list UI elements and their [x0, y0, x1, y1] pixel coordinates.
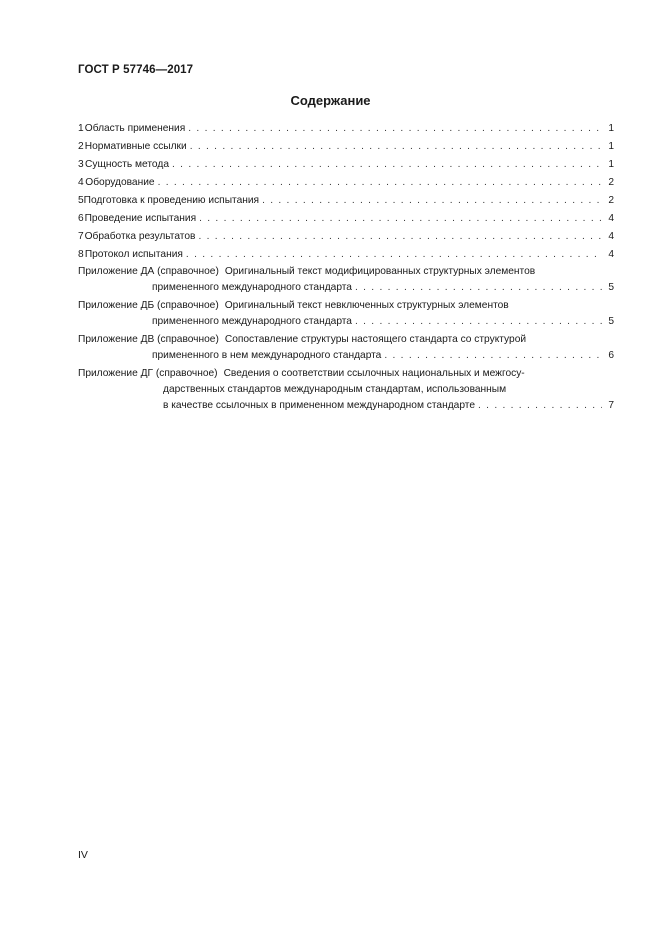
appendix-title-line: Оригинальный текст модифицированных структурных элементов: [224, 266, 536, 277]
appendix-title-line: в качестве ссылочных в примененном международном стандарте: [163, 400, 475, 411]
appendix-title-line: Сведения о соответствии ссылочных национальных и межгосу-: [223, 368, 525, 379]
appendix-name: Приложение ДГ (справочное): [78, 368, 218, 379]
toc-item-number: 5: [78, 195, 84, 206]
toc-item-page: 4: [608, 249, 614, 260]
appendix-page: 5: [608, 316, 614, 327]
toc-item-page: 1: [608, 141, 614, 152]
toc-item-page: 4: [608, 231, 614, 242]
toc-item-label: Область применения: [84, 123, 186, 134]
toc-item-number: 1: [78, 123, 84, 134]
toc-item-number: 8: [78, 249, 84, 260]
leader-dots: [188, 120, 602, 138]
appendix-page: 6: [608, 350, 614, 361]
toc-title: Содержание: [290, 93, 371, 108]
leader-dots: [478, 398, 602, 414]
appendix-title-line: примененного в нем международного стандарта: [152, 350, 382, 361]
appendix-title-line: Сопоставление структуры настоящего стандарта со структурой: [224, 334, 527, 345]
toc-appendix[interactable]: [78, 332, 614, 364]
toc-item[interactable]: [78, 120, 614, 138]
leader-dots: [158, 174, 602, 192]
table-of-contents: [78, 120, 614, 414]
toc-item-page: 1: [608, 159, 614, 170]
toc-appendix[interactable]: [78, 264, 614, 296]
leader-dots: [198, 228, 602, 246]
toc-item-number: 4: [78, 177, 84, 188]
appendix-title-line: Оригинальный текст невключенных структурных элементов: [224, 300, 509, 311]
toc-item-label: Оборудование: [85, 177, 155, 188]
leader-dots: [262, 192, 602, 210]
leader-dots: [384, 348, 602, 364]
appendix-title-line: примененного международного стандарта: [152, 316, 352, 327]
toc-item-page: 4: [608, 213, 614, 224]
toc-item-page: 2: [608, 177, 614, 188]
toc-item-label: Проведение испытания: [84, 213, 197, 224]
appendix-title-line: примененного международного стандарта: [152, 282, 352, 293]
toc-item-label: Сущность метода: [85, 159, 169, 170]
leader-dots: [186, 246, 602, 264]
leader-dots: [199, 210, 602, 228]
toc-item[interactable]: [78, 246, 614, 264]
toc-item-label: Протокол испытания: [84, 249, 183, 260]
toc-appendix[interactable]: [78, 366, 614, 414]
toc-appendix[interactable]: [78, 298, 614, 330]
toc-item-page: 1: [608, 123, 614, 134]
appendix-page: 5: [608, 282, 614, 293]
toc-item[interactable]: [78, 192, 614, 210]
toc-item-page: 2: [608, 195, 614, 206]
toc-item-label: Подготовка к проведению испытания: [83, 195, 260, 206]
toc-item[interactable]: [78, 174, 614, 192]
toc-item-number: 3: [78, 159, 84, 170]
leader-dots: [355, 314, 602, 330]
appendix-title-line: дарственных стандартов международным стандартам, использованным: [163, 384, 507, 395]
toc-item-label: Обработка результатов: [84, 231, 196, 242]
toc-item[interactable]: [78, 210, 614, 228]
leader-dots: [190, 138, 602, 156]
toc-item-number: 2: [78, 141, 84, 152]
appendix-name: Приложение ДВ (справочное): [78, 334, 219, 345]
page-number: IV: [78, 849, 88, 861]
toc-item[interactable]: [78, 138, 614, 156]
toc-item[interactable]: [78, 156, 614, 174]
appendix-page: 7: [608, 400, 614, 411]
appendix-name: Приложение ДА (справочное): [78, 266, 219, 277]
toc-item-number: 6: [78, 213, 84, 224]
appendix-name: Приложение ДБ (справочное): [78, 300, 219, 311]
document-id: ГОСТ Р 57746—2017: [78, 64, 194, 76]
toc-item-number: 7: [78, 231, 84, 242]
leader-dots: [355, 280, 602, 296]
toc-item-label: Нормативные ссылки: [84, 141, 187, 152]
leader-dots: [172, 156, 602, 174]
toc-item[interactable]: [78, 228, 614, 246]
